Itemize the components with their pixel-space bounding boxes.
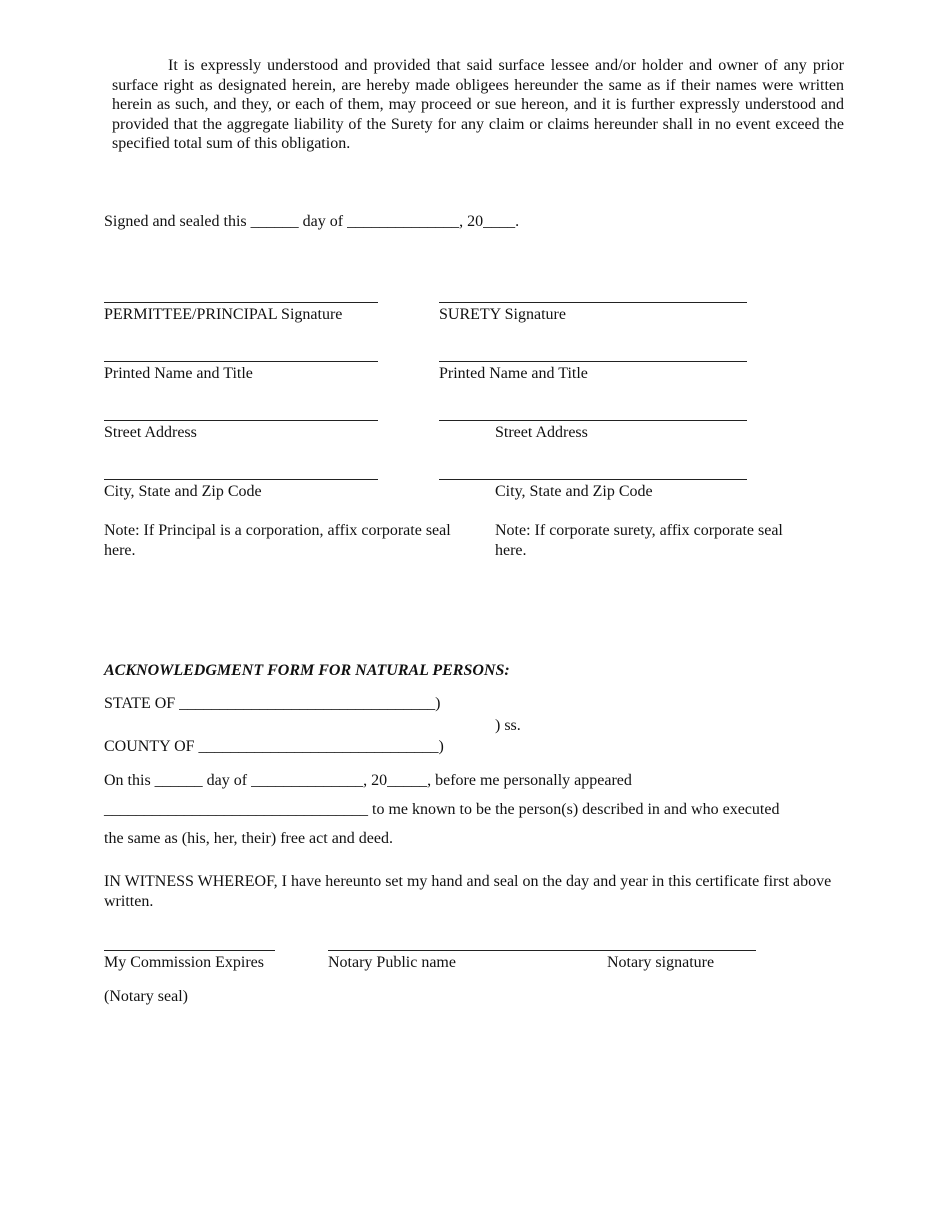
permittee-signature-line[interactable] bbox=[104, 302, 378, 303]
signed-sealed-line: Signed and sealed this ______ day of ______________, 20____. bbox=[104, 213, 520, 230]
acknowledgment-heading: ACKNOWLEDGMENT FORM FOR NATURAL PERSONS: bbox=[104, 662, 510, 679]
county-of-line[interactable]: COUNTY OF ______________________________) bbox=[104, 738, 444, 755]
permittee-signature-label: PERMITTEE/PRINCIPAL Signature bbox=[104, 306, 343, 323]
notary-public-name-label: Notary Public name bbox=[328, 954, 456, 971]
permittee-note: Note: If Principal is a corporation, affix corporate seal here. bbox=[104, 522, 451, 559]
ss-marker: ) ss. bbox=[495, 717, 521, 734]
permittee-city-line[interactable] bbox=[104, 479, 378, 480]
permittee-name-line[interactable] bbox=[104, 361, 378, 362]
state-of-line[interactable]: STATE OF ________________________________) bbox=[104, 695, 441, 712]
permittee-street-line[interactable] bbox=[104, 420, 378, 421]
free-act-line: the same as (his, her, their) free act and deed. bbox=[104, 830, 393, 847]
permittee-name-title-label: Printed Name and Title bbox=[104, 365, 253, 382]
surety-signature-line[interactable] bbox=[439, 302, 747, 303]
surety-name-line[interactable] bbox=[439, 361, 747, 362]
permittee-city-label: City, State and Zip Code bbox=[104, 483, 262, 500]
commission-expires-label: My Commission Expires bbox=[104, 954, 265, 971]
notary-seal-label: (Notary seal) bbox=[104, 988, 188, 1005]
surety-street-line[interactable] bbox=[439, 420, 747, 421]
permittee-street-label: Street Address bbox=[104, 424, 197, 441]
notary-name-signature-line[interactable] bbox=[328, 950, 756, 951]
surety-city-line[interactable] bbox=[439, 479, 747, 480]
surety-signature-label: SURETY Signature bbox=[439, 306, 566, 323]
intro-paragraph: It is expressly understood and provided that said surface lessee and/or holder and owner of any prior surface right as designated herein, are hereby made obligees hereunder the same as if their names were written herein as such, and they, or each of them, may proceed or sue hereon, and it is further expressly understood and provided that the aggregate liability of the Surety for any claim or claims hereunder shall in no event exceed the specified total sum of this obligation. bbox=[112, 57, 844, 153]
surety-city-label: City, State and Zip Code bbox=[495, 483, 653, 500]
surety-street-label: Street Address bbox=[495, 424, 588, 441]
witness-paragraph: IN WITNESS WHEREOF, I have hereunto set my hand and seal on the day and year in this certificate first above written. bbox=[104, 873, 832, 910]
notary-signature-label: Notary signature bbox=[607, 954, 715, 971]
surety-name-title-label: Printed Name and Title bbox=[439, 365, 588, 382]
commission-expires-line[interactable] bbox=[104, 950, 275, 951]
on-this-line[interactable]: On this ______ day of ______________, 20_____, before me personally appeared bbox=[104, 772, 632, 789]
known-to-me-line[interactable]: _________________________________ to me known to be the person(s) described in and who executed bbox=[104, 801, 780, 818]
surety-note: Note: If corporate surety, affix corporate seal here. bbox=[495, 522, 783, 559]
